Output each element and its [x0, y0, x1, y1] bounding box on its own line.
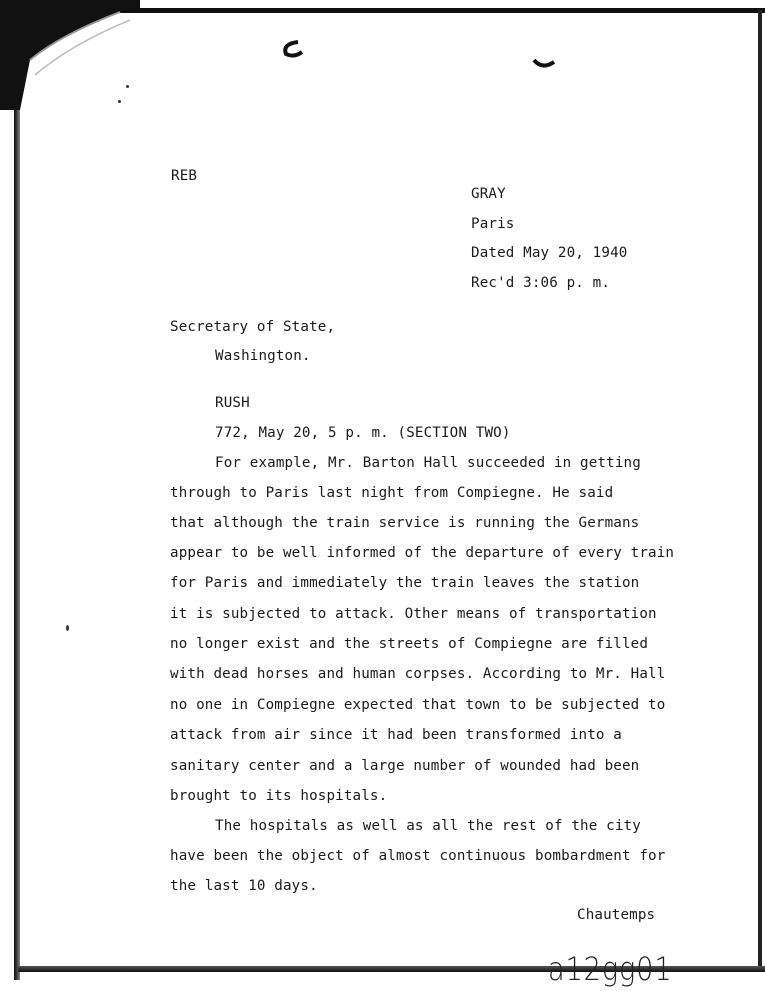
received-line: Rec'd 3:06 p. m. — [471, 275, 611, 291]
body-line: with dead horses and human corpses. According to Mr. Hall — [170, 666, 666, 682]
scan-speck — [66, 625, 69, 631]
body-line: attack from air since it had been transformed into a — [170, 727, 622, 743]
body-line: have been the object of almost continuous bombardment for — [170, 848, 666, 864]
punch-hole-mark-left — [280, 38, 304, 58]
recipient-city: Washington. — [215, 348, 311, 364]
body-line: that although the train service is running the Germans — [170, 515, 640, 531]
punch-hole-mark-right — [532, 56, 556, 72]
body-line: for Paris and immediately the train leaves the station — [170, 575, 640, 591]
body-line: For example, Mr. Barton Hall succeeded in getting — [215, 455, 641, 471]
body-line: sanitary center and a large number of wounded had been — [170, 758, 640, 774]
scan-speck — [118, 100, 121, 103]
scan-edge-right — [758, 10, 762, 970]
handwritten-archive-number: a12gg01 — [548, 950, 673, 988]
priority-marker: RUSH — [215, 395, 250, 411]
recipient: Secretary of State, — [170, 319, 336, 335]
body-line: through to Paris last night from Compiegne. He said — [170, 485, 614, 501]
body-line: appear to be well informed of the departure of every train — [170, 545, 675, 561]
classification: GRAY — [471, 186, 506, 202]
folded-corner-mark — [0, 0, 140, 110]
scan-speck — [126, 85, 129, 88]
telegram-reference: 772, May 20, 5 p. m. (SECTION TWO) — [215, 425, 511, 441]
signature: Chautemps — [577, 907, 656, 923]
body-line: the last 10 days. — [170, 878, 318, 894]
body-line: no longer exist and the streets of Compiegne are filled — [170, 636, 649, 652]
scan-edge-left — [14, 80, 20, 980]
body-line: brought to its hospitals. — [170, 788, 388, 804]
typist-initials: REB — [171, 168, 198, 184]
body-line: The hospitals as well as all the rest of the city — [215, 818, 641, 834]
body-line: it is subjected to attack. Other means of transportation — [170, 606, 657, 622]
body-line: no one in Compiegne expected that town to be subjected to — [170, 697, 666, 713]
origin-city: Paris — [471, 216, 515, 232]
date-line: Dated May 20, 1940 — [471, 245, 628, 261]
